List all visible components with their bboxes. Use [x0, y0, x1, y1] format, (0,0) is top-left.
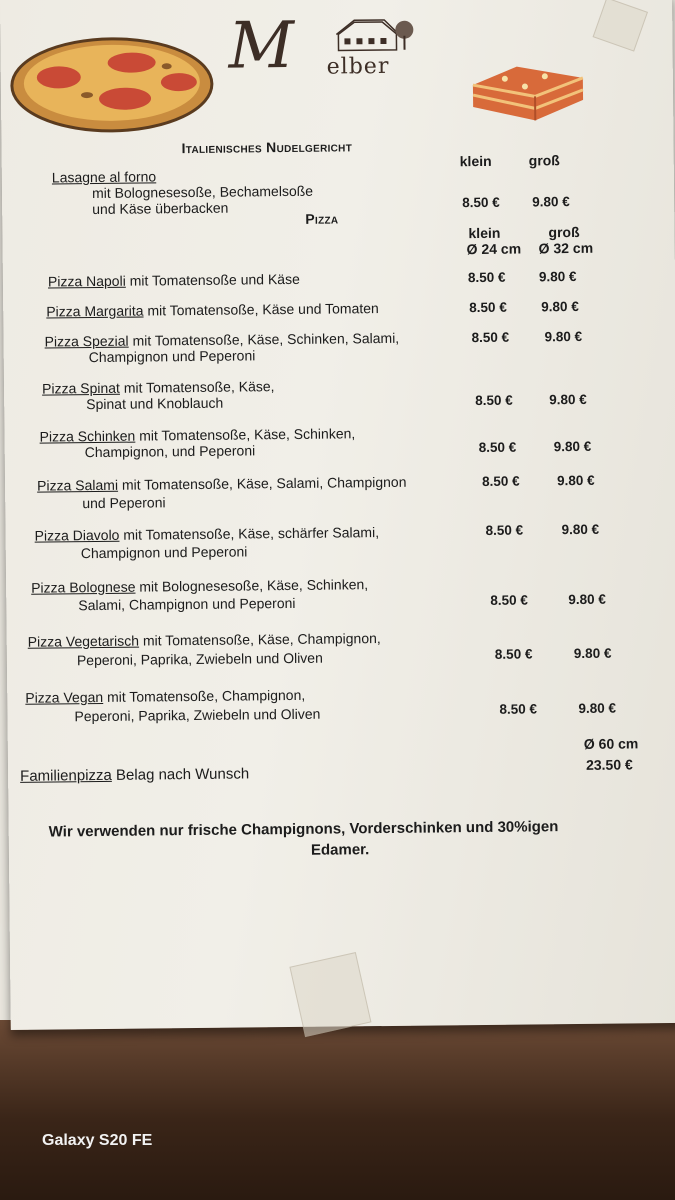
pizza-price-small: 8.50 € [478, 439, 517, 456]
pizza-item-line1 [28, 630, 381, 650]
logo-initial: M [228, 8, 295, 84]
pizza-price-large: 9.80 € [541, 298, 579, 315]
pizza-description: mit Tomatensoße, Käse und Tomaten [143, 300, 379, 319]
pizza-description: mit Tomatensoße, Käse, Schinken, Salami, [128, 329, 400, 349]
lasagne-size-large: groß [528, 152, 560, 169]
lasagne-price-small: 8.50 € [462, 194, 500, 211]
lasagne-size-small: klein [459, 152, 492, 170]
lasagne-desc-line1: mit Bolognesesoße, Bechamelsoße [91, 182, 314, 202]
pizza-name: Pizza Spezial [44, 332, 129, 350]
pizza-item-line1 [25, 687, 305, 706]
pizza-name: Pizza Spinat [41, 379, 120, 397]
pizza-price-small: 8.50 € [499, 701, 538, 717]
pizza-item-line1 [31, 576, 368, 596]
camera-watermark: Galaxy S20 FE [42, 1132, 153, 1149]
family-pizza-description: Belag nach Wunsch [111, 765, 250, 784]
pizza-price-small: 8.50 € [494, 646, 533, 662]
pizza-price-large: 9.80 € [556, 472, 595, 489]
pizza-name: Pizza Bolognese [31, 578, 136, 596]
pizza-price-large: 9.80 € [573, 645, 612, 662]
pizza-name: Pizza Napoli [47, 272, 126, 290]
wooden-table [0, 1020, 675, 1200]
pizza-item-line1 [44, 330, 399, 350]
pizza-section-heading: Pizza [305, 210, 339, 227]
pizza-description: mit Bolognesesoße, Käse, Schinken, [135, 576, 369, 595]
lasagne-price-large: 9.80 € [532, 194, 570, 210]
pizza-price-large: 9.80 € [553, 438, 592, 455]
pizza-price-large: 9.80 € [568, 591, 606, 608]
pizza-name: Pizza Margarita [46, 302, 144, 320]
lasagne-illustration [465, 60, 592, 127]
pizza-price-small: 8.50 € [475, 392, 513, 409]
pizza-description: mit Tomatensoße, Käse, Salami, Champignon [117, 473, 407, 493]
pizza-price-large: 9.80 € [549, 391, 587, 408]
pizza-price-small: 8.50 € [467, 269, 506, 286]
pizza-item-line1 [42, 378, 275, 396]
pizza-item-line2: Champignon und Peperoni [88, 347, 256, 366]
pizza-item-line1 [46, 300, 379, 319]
pizza-item-line1 [35, 524, 380, 544]
pizza-name: Pizza Schinken [39, 427, 136, 445]
pizza-price-small: 8.50 € [471, 329, 510, 346]
pizza-illustration [6, 32, 217, 136]
footer-note-line1: Wir verwenden nur frische Champignons, Vorderschinken und 30%igen [48, 818, 559, 841]
pizza-name: Pizza Diavolo [34, 526, 120, 544]
family-pizza-line [20, 765, 249, 784]
pizza-name: Pizza Vegan [25, 688, 104, 706]
pizza-size-large-diameter: Ø 32 cm [538, 239, 594, 257]
pizza-name: Pizza Salami [37, 476, 119, 494]
pizza-item-line2: und Peperoni [82, 494, 166, 512]
pizza-item-line2: Champignon und Peperoni [80, 543, 248, 562]
pizza-description: mit Tomatensoße, Käse, Schinken, [135, 425, 356, 444]
pizza-price-large: 9.80 € [561, 521, 600, 538]
house-logo-drawing [334, 16, 414, 55]
pizza-description: mit Tomatensoße, Champignon, [103, 686, 306, 705]
pizza-item-line2: Peperoni, Paprika, Zwiebeln und Oliven [74, 705, 321, 725]
lasagne-name: Lasagne al forno [51, 168, 157, 186]
tape-strip [593, 0, 648, 52]
pizza-price-small: 8.50 € [490, 592, 528, 608]
pizza-item-line2: Peperoni, Paprika, Zwiebeln und Oliven [76, 649, 323, 669]
pizza-size-large-label: groß [548, 223, 580, 241]
pizza-item-line1 [37, 474, 407, 494]
tape-strip [289, 952, 371, 1037]
pizza-price-large: 9.80 € [578, 700, 617, 716]
footer-note-line2: Edamer. [310, 841, 370, 859]
pizza-price-small: 8.50 € [469, 299, 507, 316]
lasagne-desc-line2: und Käse überbacken [92, 199, 229, 218]
family-pizza-name: Familienpizza [20, 766, 112, 785]
pizza-size-small-diameter: Ø 24 cm [466, 240, 522, 258]
pizza-description: mit Tomatensoße, Käse, schärfer Salami, [119, 524, 380, 543]
pizza-item-line2: Champignon, und Peperoni [84, 442, 256, 461]
pizza-description: mit Tomatensoße, Käse, Champignon, [138, 630, 381, 649]
pizza-description: mit Tomatensoße, Käse, [119, 378, 275, 396]
logo-text: elber [326, 53, 390, 80]
pizza-price-large: 9.80 € [538, 268, 577, 285]
pizza-item-line2: Salami, Champignon und Peperoni [78, 594, 296, 614]
pizza-item-line2: Spinat und Knoblauch [86, 394, 224, 413]
pizza-item-line1 [39, 425, 355, 444]
family-pizza-price: 23.50 € [585, 756, 633, 773]
pizza-name: Pizza Vegetarisch [27, 632, 140, 650]
pizza-price-small: 8.50 € [481, 473, 520, 489]
pizza-item-line1 [48, 271, 300, 290]
pizza-price-small: 8.50 € [485, 522, 524, 538]
pizza-price-large: 9.80 € [544, 328, 583, 345]
noodle-section-heading: Italienisches Nudelgericht [181, 138, 353, 157]
family-pizza-size: Ø 60 cm [583, 735, 639, 752]
pizza-size-small-label: klein [468, 224, 501, 242]
pizza-description: mit Tomatensoße und Käse [125, 270, 300, 289]
